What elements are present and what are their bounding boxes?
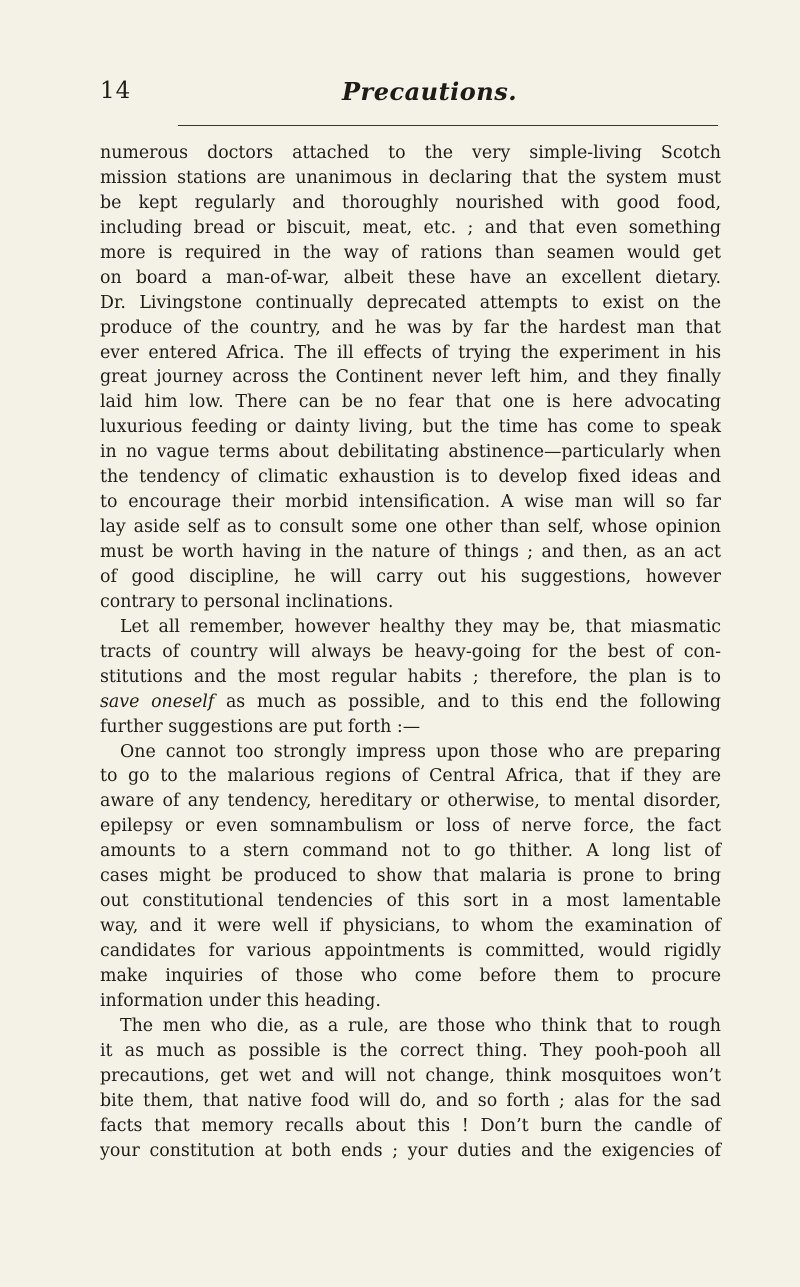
- italic-phrase: save oneself: [100, 691, 215, 712]
- text-line: bite them, that native food will do, and so forth ; alas for the sad: [100, 1090, 721, 1111]
- page-header: [100, 78, 704, 118]
- text-line: Let all remember, however healthy they may be, that miasmatic: [120, 616, 721, 637]
- text-line: to go to the malarious regions of Central Africa, that if they are: [100, 766, 721, 787]
- text-run: as much as possible, and to this end the following: [214, 691, 721, 712]
- body-text: [100, 141, 721, 1163]
- text-line: amounts to a stern command not to go thither. A long list of: [100, 841, 721, 862]
- text-line: including bread or biscuit, meat, etc. ; and that even something: [100, 217, 721, 238]
- text-line: make inquiries of those who come before them to procure: [100, 965, 721, 986]
- text-line: further suggestions are put forth :—: [100, 716, 421, 737]
- text-line: mission stations are unanimous in declaring that the system must: [100, 167, 721, 188]
- text-line: epilepsy or even somnambulism or loss of nerve force, the fact: [100, 816, 721, 837]
- text-line: laid him low. There can be no fear that one is here advocating: [100, 392, 721, 413]
- text-line: produce of the country, and he was by far the hardest man that: [100, 317, 721, 338]
- text-line: in no vague terms about debilitating abstinence—particularly when: [100, 442, 721, 463]
- text-line: your constitution at both ends ; your duties and the exigencies of: [100, 1140, 721, 1161]
- text-line: on board a man-of-war, albeit these have an excellent dietary.: [100, 267, 721, 288]
- text-line: tracts of country will always be heavy-going for the best of con-: [100, 641, 721, 662]
- text-line: be kept regularly and thoroughly nourished with good food,: [100, 192, 721, 213]
- text-line: luxurious feeding or dainty living, but the time has come to speak: [100, 417, 721, 438]
- running-head: Precautions.: [342, 77, 518, 106]
- text-line: more is required in the way of rations than seamen would get: [100, 242, 721, 263]
- text-line: to encourage their morbid intensification. A wise man will so far: [100, 492, 721, 513]
- text-line: facts that memory recalls about this ! Don’t burn the candle of: [100, 1115, 721, 1136]
- text-line: stitutions and the most regular habits ; therefore, the plan is to: [100, 666, 721, 687]
- text-line: Dr. Livingstone continually deprecated attempts to exist on the: [100, 292, 721, 313]
- text-line: precautions, get wet and will not change, think mosquitoes won’t: [100, 1065, 721, 1086]
- text-line: ever entered Africa. The ill effects of trying the experiment in his: [100, 342, 721, 363]
- text-line: cases might be produced to show that malaria is prone to bring: [100, 866, 721, 887]
- text-line: great journey across the Continent never left him, and they finally: [100, 367, 721, 388]
- text-line: candidates for various appointments is committed, would rigidly: [100, 941, 721, 961]
- text-line: aware of any tendency, hereditary or otherwise, to mental disorder,: [100, 791, 721, 812]
- text-line: it as much as possible is the correct thing. They pooh-pooh all: [100, 1040, 721, 1061]
- page-number: 14: [100, 78, 132, 104]
- text-line: contrary to personal inclinations.: [100, 591, 394, 612]
- header-rule: [178, 125, 718, 126]
- text-line: lay aside self as to consult some one other than self, whose opinion: [100, 517, 721, 538]
- text-line: One cannot too strongly impress upon those who are preparing: [120, 741, 721, 762]
- text-line: way, and it were well if physicians, to whom the examination of: [100, 916, 721, 937]
- text-line: must be worth having in the nature of things ; and then, as an act: [100, 542, 721, 562]
- text-line: the tendency of climatic exhaustion is to develop fixed ideas and: [100, 467, 721, 488]
- text-line: information under this heading.: [100, 990, 381, 1011]
- text-line: of good discipline, he will carry out his suggestions, however: [100, 566, 721, 587]
- text-line: out constitutional tendencies of this sort in a most lamentable: [100, 891, 721, 912]
- text-line: The men who die, as a rule, are those who think that to rough: [120, 1015, 721, 1036]
- text-line: [100, 690, 721, 715]
- text-line: numerous doctors attached to the very simple-living Scotch: [100, 143, 721, 163]
